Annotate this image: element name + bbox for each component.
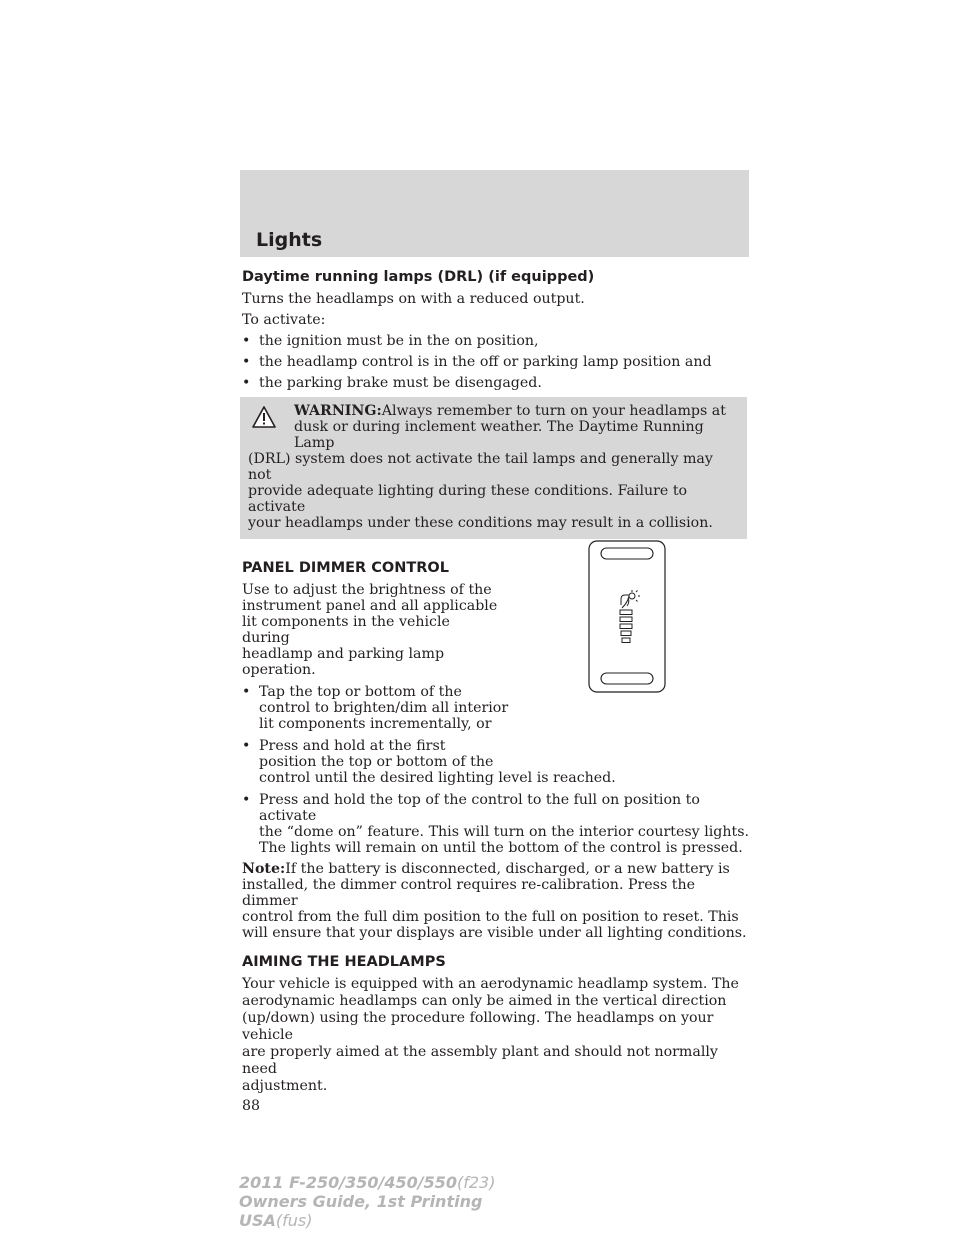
- panel-intro: Use to adjust the brightness of the instrument panel and all applicable lit components in the vehicle during headlamp and parking lamp operation.: [242, 582, 498, 678]
- warning-line-1: WARNING:Always remember to turn on your headlamps at: [294, 403, 726, 419]
- warning-line-2: dusk or during inclement weather. The Daytime Running Lamp: [294, 419, 704, 451]
- warning-line-4: provide adequate lighting during these conditions. Failure to activate: [248, 483, 688, 515]
- drl-heading: Daytime running lamps (DRL) (if equipped): [242, 269, 595, 285]
- panel-dimmer-heading: PANEL DIMMER CONTROL: [242, 560, 449, 576]
- list-item: • the parking brake must be disengaged.: [242, 375, 542, 391]
- panel-note: Note:If the battery is disconnected, discharged, or a new battery is installed, the dimmer control requires re-calibration. Press the dimmer control from the full dim position to the full on position to reset. This will ensure that your displays are visible under all lighting conditions.: [242, 861, 747, 941]
- list-item: • the headlamp control is in the off or parking lamp position and: [242, 354, 712, 370]
- aiming-heading: AIMING THE HEADLAMPS: [242, 954, 446, 970]
- page-number: 88: [242, 1098, 261, 1114]
- warning-triangle-icon: [252, 406, 276, 428]
- document-footer: 2011 F-250/350/450/550(f23) Owners Guide, 1st Printing USA(fus): [239, 1173, 496, 1230]
- aiming-paragraph: Your vehicle is equipped with an aerodynamic headlamp system. The aerodynamic headlamps can only be aimed in the vertical direction (up/down) using the procedure following. The headlamps on your vehicle are properly aimed at the assembly plant and should not normally need adjustment.: [242, 976, 739, 1094]
- list-item: • Press and hold the top of the control to the full on position to activate the “dome on” feature. This will turn on the interior courtesy lights. The lights will remain on until the bottom of the control is pressed.: [242, 792, 749, 856]
- list-item: • Press and hold at the first position the top or bottom of the control until the desired lighting level is reached.: [242, 738, 616, 786]
- panel-dimmer-control-illustration: [588, 540, 666, 693]
- section-title: Lights: [256, 229, 323, 251]
- warning-line-3: (DRL) system does not activate the tail lamps and generally may not: [248, 451, 713, 483]
- list-item: • the ignition must be in the on position,: [242, 333, 539, 349]
- drl-intro: Turns the headlamps on with a reduced output.: [242, 291, 585, 307]
- warning-box: [240, 397, 747, 539]
- drl-activate-label: To activate:: [242, 312, 326, 328]
- list-item: • Tap the top or bottom of the control to brighten/dim all interior lit components incrementally, or: [242, 684, 509, 732]
- page-content: [242, 268, 752, 1114]
- warning-line-5: your headlamps under these conditions may result in a collision.: [248, 515, 713, 531]
